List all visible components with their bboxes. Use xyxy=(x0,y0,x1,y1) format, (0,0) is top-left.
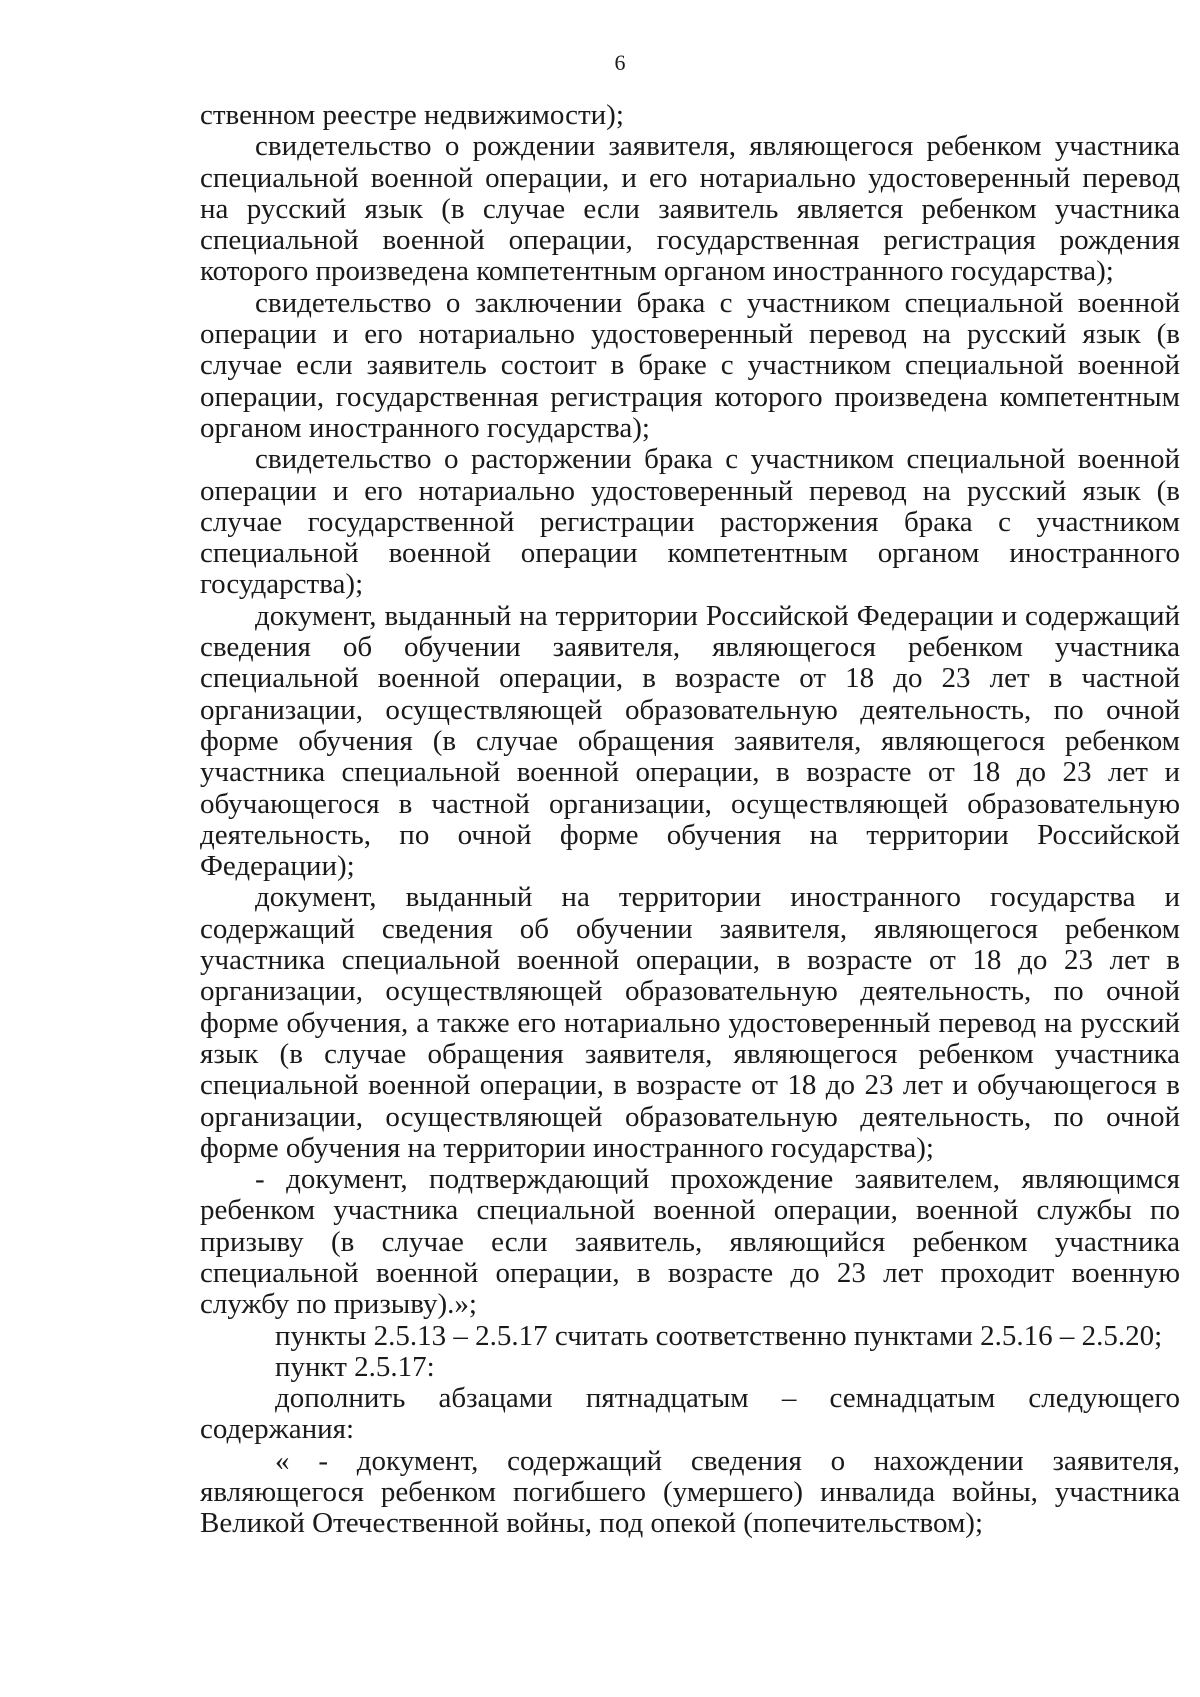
paragraph-item-2-5-17: пункт 2.5.17: xyxy=(275,1350,435,1383)
paragraph-education-russia: документ, выданный на территории Российской Федерации и содержащий сведения об обучении заявителя, являющегося ребенком участника специальной военной операции, в возрасте от 18 до 23 лет в частной организации, осуществляющей образовательную деятельность, по очной форме обучения (в случае обращения заявителя, являющегося ребенком участника специальной военной операции, в возрасте от 18 до 23 лет и обучающегося в частной организации, осуществляющей образовательную деятельность, по очной форме обучения на территории Российской Федерации); xyxy=(200,599,1180,883)
paragraph-marriage-certificate: свидетельство о заключении брака с участником специальной военной операции и его нотариально удостоверенный перевод на русский язык (в случае если заявитель состоит в браке с участником специальной военной операции, государственная регистрация которого произведена компетентным органом иностранного государства); xyxy=(200,286,1180,444)
paragraph-renumbering: пункты 2.5.13 – 2.5.17 считать соответственно пунктами 2.5.16 – 2.5.20; xyxy=(275,1319,1163,1352)
paragraph-continuation: ственном реестре недвижимости); xyxy=(200,99,624,131)
paragraph-guardianship: « - документ, содержащий сведения о нахождении заявителя, являющегося ребенком погибшего (умершего) инвалида войны, участника Великой Отечественной войны, под опекой (попечительством); xyxy=(200,1444,1180,1540)
paragraph-education-foreign: документ, выданный на территории иностранного государства и содержащий сведения об обучении заявителя, являющегося ребенком участника специальной военной операции, в возрасте от 18 до 23 лет в организации, осуществляющей образовательную деятельность, по очной форме обучения, а также его нотариально удостоверенный перевод на русский язык (в случае обращения заявителя, являющегося ребенком участника специальной военной операции, в возрасте от 18 до 23 лет и обучающегося в организации, осуществляющей образовательную деятельность, по очной форме обучения на территории иностранного государства); xyxy=(200,881,1180,1164)
document-body xyxy=(200,100,1180,1540)
paragraph-divorce-certificate: свидетельство о расторжении брака с участником специальной военной операции и его нотариально удостоверенный перевод на русский язык (в случае государственной регистрации расторжения брака с участником специальной военной операции компетентным органом иностранного государства); xyxy=(200,443,1180,601)
paragraph-amendment-intro: дополнить абзацами пятнадцатым – семнадцатым следующего содержания: xyxy=(200,1382,1180,1446)
paragraph-birth-certificate: свидетельство о рождении заявителя, являющегося ребенком участника специальной военной операции, и его нотариально удостоверенный перевод на русский язык (в случае если заявитель является ребенком участника специальной военной операции, государственная регистрация рождения которого произведена компетентным органом иностранного государства); xyxy=(200,130,1180,288)
page-number: 6 xyxy=(614,50,626,75)
paragraph-military-service: - документ, подтверждающий прохождение заявителем, являющимся ребенком участника специальной военной операции, военной службы по призыву (в случае если заявитель, являющийся ребенком участника специальной военной операции, в возрасте до 23 лет проходит военную службу по призыву).»; xyxy=(200,1163,1180,1321)
